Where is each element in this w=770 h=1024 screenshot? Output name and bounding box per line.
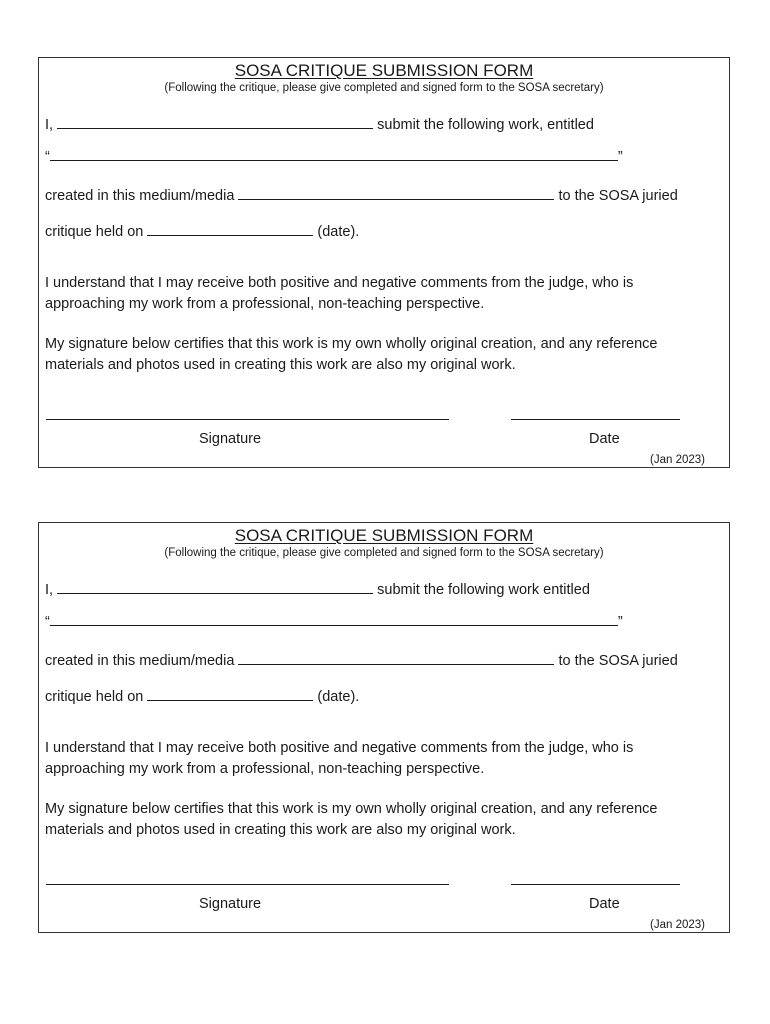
date-prefix: critique held on [45,224,144,240]
artist-name-field[interactable] [57,581,373,594]
medium-line [45,652,678,669]
medium-suffix: to the SOSA juried [558,653,678,669]
signature-field[interactable] [46,419,449,420]
name-line [45,116,594,133]
critique-date-field[interactable] [147,688,313,701]
date-field[interactable] [511,884,680,885]
form-subtitle: (Following the critique, please give completed and signed form to the SOSA secretary) [164,82,604,94]
understand-paragraph: I understand that I may receive both positive and negative comments from the judge, who is approaching my work from a professional, non-teaching perspective. [45,740,634,777]
date-label: Date [589,431,620,447]
medium-line [45,187,678,204]
quote-open: “ [45,614,50,630]
date-label: Date [589,896,620,912]
signature-field[interactable] [46,884,449,885]
quote-close: ” [617,149,623,165]
medium-field[interactable] [238,652,554,665]
understand-paragraph: I understand that I may receive both positive and negative comments from the judge, who is approaching my work from a professional, non-teaching perspective. [45,275,634,312]
medium-prefix: created in this medium/media [45,188,235,204]
title-line [45,613,623,630]
critique-date-field[interactable] [147,223,313,236]
quote-close: ” [617,614,623,630]
date-field[interactable] [511,419,680,420]
artist-name-field[interactable] [57,116,373,129]
signature-label: Signature [199,431,262,447]
form-subtitle: (Following the critique, please give completed and signed form to the SOSA secretary) [164,547,604,559]
name-suffix: submit the following work entitled [377,582,590,598]
name-prefix: I, [45,582,54,598]
date-line [45,688,359,705]
version-note: (Jan 2023) [650,919,705,931]
name-line [45,581,590,598]
medium-field[interactable] [238,187,554,200]
medium-suffix: to the SOSA juried [558,188,678,204]
name-prefix: I, [45,117,54,133]
date-line [45,223,359,240]
date-suffix: (date). [317,224,360,240]
date-prefix: critique held on [45,689,144,705]
quote-open: “ [45,149,50,165]
date-suffix: (date). [317,689,360,705]
signature-label: Signature [199,896,262,912]
version-note: (Jan 2023) [650,454,705,466]
certify-paragraph: My signature below certifies that this work is my own wholly original creation, and any reference materials and photos used in creating this work are also my original work. [45,336,658,373]
name-suffix: submit the following work, entitled [377,117,594,133]
submission-form-2 [38,522,730,933]
work-title-field[interactable] [50,148,618,161]
work-title-field[interactable] [50,613,618,626]
form-title: SOSA CRITIQUE SUBMISSION FORM [234,526,534,545]
title-line [45,148,623,165]
medium-prefix: created in this medium/media [45,653,235,669]
submission-form-1 [38,57,730,468]
certify-paragraph: My signature below certifies that this work is my own wholly original creation, and any reference materials and photos used in creating this work are also my original work. [45,801,658,838]
form-title: SOSA CRITIQUE SUBMISSION FORM [234,61,534,80]
